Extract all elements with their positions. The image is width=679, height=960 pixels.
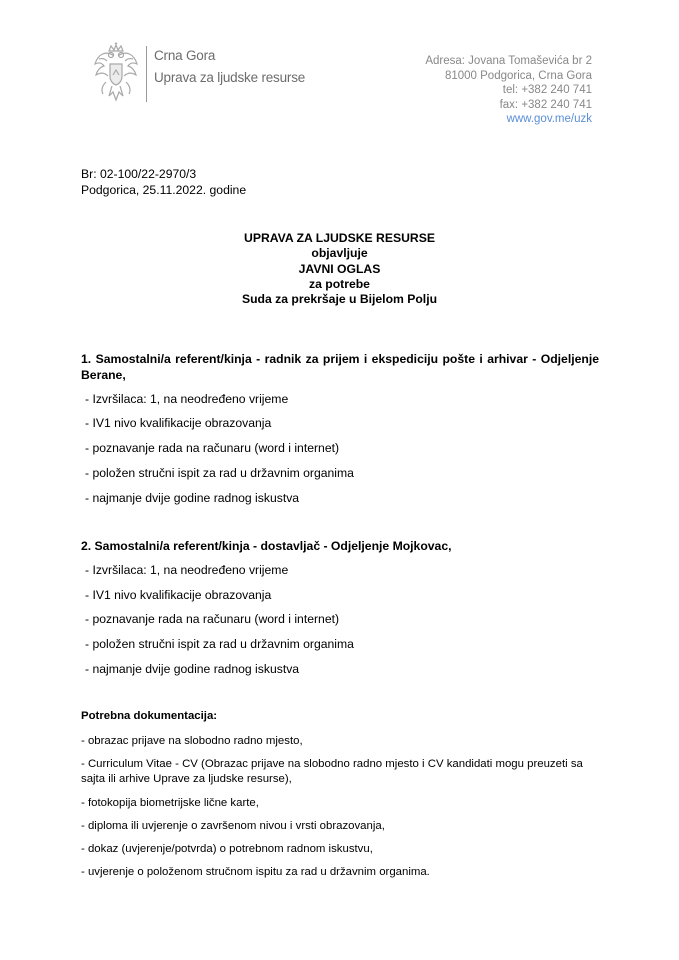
position-1-requirement: - poznavanje rada na računaru (word i internet) — [85, 441, 340, 455]
position-1-requirement: - najmanje dvije godine radnog iskustva — [85, 491, 300, 505]
documentation-item: - uvjerenje o položenom stručnom ispitu za rad u državnim organima. — [81, 866, 430, 878]
header-logo — [92, 42, 322, 112]
contact-tel: tel: +382 240 741 — [502, 84, 592, 97]
documentation-item: - diploma ili uvjerenje o završenom nivou i vrsti obrazovanja, — [81, 820, 385, 832]
reference-place-date: Podgorica, 25.11.2022. godine — [81, 183, 247, 197]
documentation-item: - dokaz (uvjerenje/potvrda) o potrebnom radnom iskustvu, — [81, 843, 373, 855]
position-2-requirement: - poznavanje rada na računaru (word i internet) — [85, 612, 340, 626]
position-1-requirement: - IV1 nivo kvalifikacije obrazovanja — [85, 416, 272, 430]
position-2-title: 2. Samostalni/a referent/kinja - dostavljač - Odjeljenje Mojkovac, — [81, 539, 452, 553]
title-line-2: objavljuje — [311, 246, 368, 261]
position-2-requirement: - Izvršilaca: 1, na neodređeno vrijeme — [85, 563, 289, 577]
contact-city: 81000 Podgorica, Crna Gora — [444, 69, 592, 82]
position-1-requirement: - položen stručni ispit za rad u državnim organima — [85, 466, 354, 480]
reference-block — [81, 166, 246, 198]
position-2-requirement: - najmanje dvije godine radnog iskustva — [85, 662, 300, 676]
contact-website-link[interactable]: www.gov.me/uzk — [506, 113, 592, 126]
organization-name: Uprava za ljudske resurse — [154, 70, 306, 85]
country-name: Crna Gora — [154, 48, 216, 63]
logo-divider — [146, 46, 147, 102]
title-line-5: Suda za prekršaje u Bijelom Polju — [241, 292, 438, 307]
documentation-title: Potrebna dokumentacija: — [81, 710, 218, 722]
title-line-1: UPRAVA ZA LJUDSKE RESURSE — [244, 231, 435, 245]
position-1-requirement: - Izvršilaca: 1, na neodređeno vrijeme — [85, 392, 289, 406]
reference-number: Br: 02-100/22-2970/3 — [81, 167, 197, 181]
documentation-item: - fotokopija biometrijske lične karte, — [81, 797, 259, 809]
announcement-title — [0, 231, 679, 307]
title-line-4: za potrebe — [309, 276, 370, 291]
position-2-requirement: - položen stručni ispit za rad u državnim organima — [85, 637, 354, 651]
contact-block — [425, 54, 592, 127]
coat-of-arms-icon — [92, 42, 140, 104]
title-line-3: JAVNI OGLAS — [298, 261, 381, 276]
contact-fax: fax: +382 240 741 — [499, 98, 592, 111]
contact-address: Adresa: Jovana Tomaševića br 2 — [425, 55, 592, 67]
documentation-item: - obrazac prijave na slobodno radno mjesto, — [81, 735, 303, 747]
position-2-requirement: - IV1 nivo kvalifikacije obrazovanja — [85, 588, 272, 602]
position-1-title: 1. Samostalni/a referent/kinja - radnik za prijem i ekspediciju pošte i arhivar - Odjeljenje Berane, — [81, 352, 599, 382]
documentation-item: - Curriculum Vitae - CV (Obrazac prijave na slobodno radno mjesto i CV kandidati mogu preuzeti sa sajta ili arhive Uprave za ljudske resurse), — [81, 758, 583, 785]
